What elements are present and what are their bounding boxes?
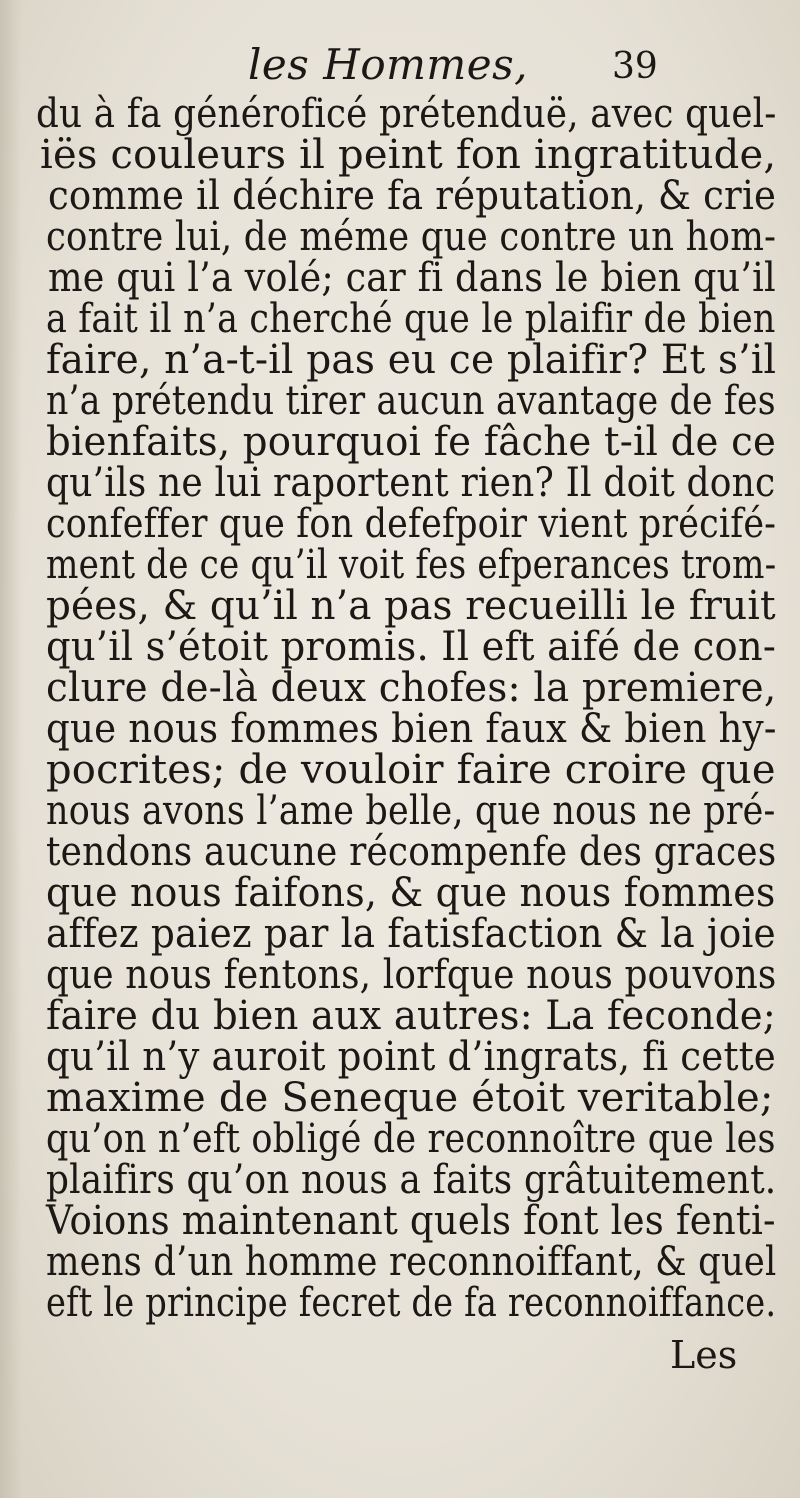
text-line: plaifirs qu’on nous a faits grâtuitement.: [46, 1157, 777, 1203]
text-line: du à fa généroficé prétenduë, avec quel-: [36, 91, 777, 137]
text-line: eft le principe fecret de fa reconnoiffance.: [46, 1280, 777, 1326]
running-title: les Hommes,: [248, 40, 529, 89]
text-line: mens d’un homme reconnoiffant, & quel: [46, 1239, 777, 1285]
text-line: confeffer que fon defefpoir vient précifé-: [46, 501, 777, 547]
text-line: qu’ils ne lui raportent rien? Il doit donc: [46, 460, 776, 506]
text-line: affez paiez par la fatisfaction & la joie: [46, 911, 776, 957]
page-gutter-shadow: [0, 0, 22, 1498]
text-line: comme il déchire fa réputation, & crie: [48, 173, 777, 219]
text-line: bienfaits, pourquoi fe fâche t-il de ce: [46, 419, 777, 465]
text-line: contre lui, de méme que contre un hom-: [46, 214, 777, 260]
text-line: faire du bien aux autres: La feconde;: [46, 993, 776, 1039]
text-line: n’a prétendu tirer aucun avantage de fes: [46, 378, 776, 424]
text-line: que nous fommes bien faux & bien hy-: [46, 706, 777, 752]
text-line: a fait il n’a cherché que le plaifir de bien: [46, 296, 776, 342]
text-line: que nous fentons, lorfque nous pouvons: [46, 952, 777, 998]
text-line: me qui l’a volé; car fi dans le bien qu’il: [48, 255, 776, 301]
text-line: faire, n’a-t-il pas eu ce plaifir? Et s’il: [46, 337, 777, 383]
page-number: 39: [612, 46, 658, 87]
text-line: qu’il n’y auroit point d’ingrats, fi cette: [46, 1034, 776, 1080]
text-line: Voions maintenant quels font les fenti-: [46, 1198, 776, 1244]
text-line: ment de ce qu’il voit fes efperances trom-: [46, 542, 777, 588]
text-line: pées, & qu’il n’a pas recueilli le fruit: [46, 583, 776, 629]
text-line: maxime de Seneque étoit veritable;: [46, 1075, 774, 1121]
text-line: nous avons l’ame belle, que nous ne pré-: [46, 788, 776, 834]
text-line: tendons aucune récompenfe des graces: [46, 829, 777, 875]
text-line: pocrites; de vouloir faire croire que: [46, 747, 776, 793]
text-line: qu’il s’étoit promis. Il eft aifé de con-: [46, 624, 777, 670]
text-line: clure de-là deux chofes: la premiere,: [46, 665, 777, 711]
text-line: qu’on n’eft obligé de reconnoître que les: [46, 1116, 776, 1162]
text-line: que nous faifons, & que nous fommes: [46, 870, 776, 916]
catchword: Les: [670, 1333, 738, 1377]
text-line: iës couleurs il peint fon ingratitude,: [40, 132, 777, 178]
